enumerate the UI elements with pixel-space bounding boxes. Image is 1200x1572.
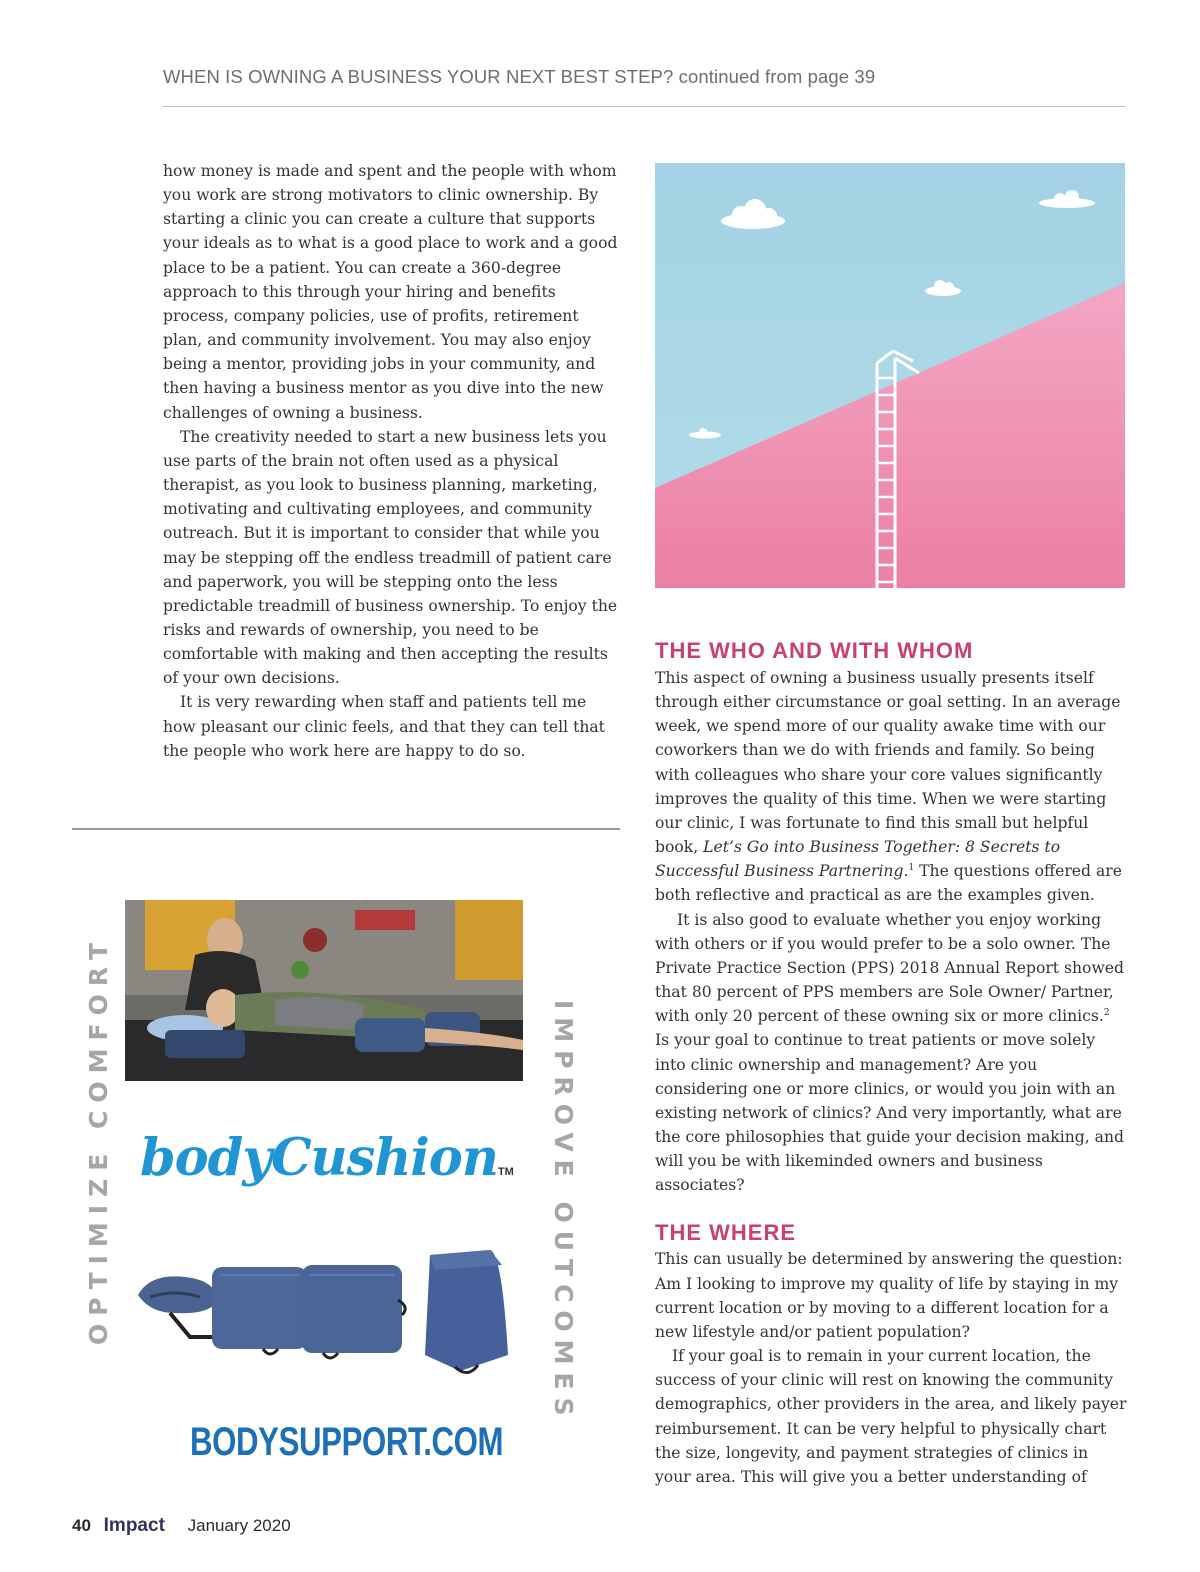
page-footer xyxy=(72,1515,291,1537)
running-head: WHEN IS OWNING A BUSINESS YOUR NEXT BEST STEP? continued from page 39 xyxy=(163,66,876,87)
trademark: TM xyxy=(497,1166,514,1178)
body-paragraph: It is very rewarding when staff and patients tell me how pleasant our clinic feels, and that they can tell that the people who work here are happy to do so. xyxy=(163,693,605,760)
therapy-photo xyxy=(125,900,523,1081)
bolster-cushion xyxy=(425,1250,508,1373)
face-cradle xyxy=(138,1276,225,1337)
ad-divider xyxy=(72,828,620,830)
left-column xyxy=(163,159,621,763)
body-paragraph: The creativity needed to start a new business lets you use parts of the brain not often used as a physical therapist, as you look to business planning, marketing, motivating and cultivating employees, and community outreach. But it is important to consider that while you may be stepping off the endless treadmill of patient care and paperwork, you will be stepping onto the less predictable treadmill of business ownership. To enjoy the risks and rewards of ownership, you need to be comfortable with making and then accepting the results of your own decisions. xyxy=(163,427,618,688)
who-p2-start: It is also good to evaluate whether you enjoy working with others or if you would prefer to be a solo owner. The Private Practice Section (PPS) 2018 Annual Report showed that 80 percent of PPS members are Sole Owner/ Partner, with only 20 percent of these owning six or more clinics. xyxy=(655,910,1125,1026)
header-divider xyxy=(163,106,1125,107)
issue-date: January 2020 xyxy=(187,1516,291,1535)
body-paragraph xyxy=(655,666,1127,908)
section-heading-who: THE WHO AND WITH WHOM xyxy=(655,638,974,663)
book-title: Let’s Go into Business Together: 8 Secrets to Successful Business Partnering xyxy=(655,838,1061,881)
body-paragraph: how money is made and spent and the people with whom you work are strong motivators to clinic ownership. By starting a clinic you can create a culture that supports your ideals as to what is a good place to work and a good place to be a patient. You can create a 360-degree approach to this through your hiring and benefits process, company policies, use of profits, retirement plan, and community involvement. You may also enjoy being a mentor, providing jobs in your community, and then having a business mentor as you dive into the new challenges of owning a business. xyxy=(163,162,618,422)
section-heading-where: THE WHERE xyxy=(655,1220,796,1246)
page-number: 40 xyxy=(72,1516,91,1535)
body-paragraph: If your goal is to remain in your current location, the success of your clinic will rest on knowing the community demographics, other providers in the area, and likely payer reimbursement. It can be very helpful to physically chart the size, longevity, and payment strategies of clinics in your area. This will give you a better understanding of xyxy=(655,1347,1127,1486)
body-cushion-pieces xyxy=(212,1265,405,1358)
cushion-products-image xyxy=(130,1245,530,1385)
who-p1-dot: . xyxy=(903,862,909,881)
ad-url-text[interactable]: BODYSUPPORT.COM xyxy=(190,1420,504,1464)
ad-side-text-right: IMPROVE OUTCOMES xyxy=(549,1000,578,1424)
bodycushion-logo xyxy=(140,1128,514,1188)
brand-name: bodyCushion xyxy=(140,1128,498,1188)
who-p1-end: The questions offered are both reflective and practical as are the examples given. xyxy=(655,862,1122,905)
ad-side-text-left: OPTIMIZE COMFORT xyxy=(84,934,113,1345)
who-p1-start: This aspect of owning a business usually presents itself through either circumstance or goal setting. In an average week, we spend more of our quality awake time with our coworkers than we do with friends and family. So being with colleagues who share your core values significantly improves the quality of this time. When we were starting our clinic, I was fortunate to find this small but helpful book, xyxy=(655,669,1121,857)
who-p2-end: Is your goal to continue to treat patients or move solely into clinic ownership and management? Are you considering one or more clinics, or would you join with an existing network of clinics? And very importantly, what are the core philosophies that guide your decision making, and will you be with likeminded owners and business associates? xyxy=(655,1031,1124,1195)
body-paragraph xyxy=(655,908,1127,1198)
footnote-ref: 2 xyxy=(1103,1008,1110,1018)
right-column xyxy=(655,638,1127,1489)
footnote-ref: 1 xyxy=(908,863,915,874)
body-paragraph: This can usually be determined by answering the question: Am I looking to improve my quality of life by staying in my current location or by moving to a different location for a new lifestyle and/or patient population? xyxy=(655,1250,1123,1341)
ladder-illustration xyxy=(655,163,1125,588)
magazine-name: Impact xyxy=(103,1515,165,1536)
